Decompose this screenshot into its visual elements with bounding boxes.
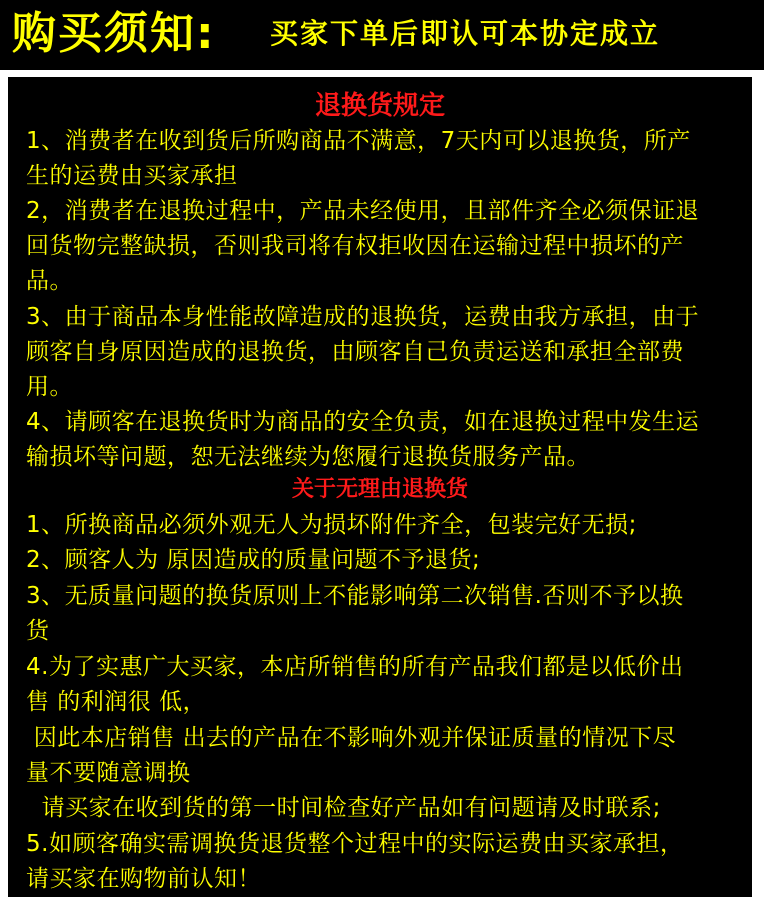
returns-line: 品。 — [26, 268, 73, 294]
no-reason-section-title: 关于无理由退换货 — [291, 477, 468, 502]
returns-section-title: 退换货规定 — [314, 91, 445, 121]
returns-line: 回货物完整缺损，否则我司将有权拒收因在运输过程中损坏的产 — [26, 233, 684, 259]
returns-line: 顾客自身原因造成的退换货，由顾客自己负责运送和承担全部费 — [26, 339, 684, 365]
no-reason-line: 1、所换商品必须外观无人为损坏附件齐全，包装完好无损; — [26, 512, 637, 538]
no-reason-line: 售 的利润很 低， — [26, 689, 207, 715]
returns-line: 用。 — [26, 374, 73, 400]
header-bar — [0, 0, 764, 70]
page-title: 购买须知: — [12, 8, 216, 59]
no-reason-line: 请买家在购物前认知！ — [26, 866, 261, 892]
no-reason-line: 量不要随意调换 — [26, 760, 191, 786]
returns-line: 2，消费者在退换过程中，产品未经使用，且部件齐全必须保证退 — [26, 198, 700, 224]
no-reason-line: 5.如顾客确实需调换货退货整个过程中的实际运费由买家承担， — [26, 831, 684, 857]
no-reason-line: 4.为了实惠广大买家，本店所销售的所有产品我们都是以低价出 — [26, 654, 684, 680]
no-reason-line: 3、无质量问题的换货原则上不能影响第二次销售.否则不予以换 — [26, 583, 684, 609]
returns-line: 1、消费者在收到货后所购商品不满意，7天内可以退换货，所产 — [26, 128, 691, 154]
returns-line: 生的运费由买家承担 — [26, 163, 238, 189]
no-reason-line: 请买家在收到货的第一时间检查好产品如有问题请及时联系; — [26, 795, 661, 821]
no-reason-line: 2、顾客人为 原因造成的质量问题不予退货; — [26, 547, 481, 573]
returns-line: 3、由于商品本身性能故障造成的退换货，运费由我方承担，由于 — [26, 304, 700, 330]
returns-line: 输损坏等问题，恕无法继续为您履行退换货服务产品。 — [26, 444, 590, 470]
no-reason-line: 货 — [26, 618, 50, 644]
no-reason-line: 因此本店销售 出去的产品在不影响外观并保证质量的情况下尽 — [26, 725, 677, 751]
policy-panel — [8, 77, 752, 897]
page-subtitle: 买家下单后即认可本协定成立 — [270, 17, 661, 50]
returns-line: 4、请顾客在退换货时为商品的安全负责，如在退换过程中发生运 — [26, 409, 700, 435]
